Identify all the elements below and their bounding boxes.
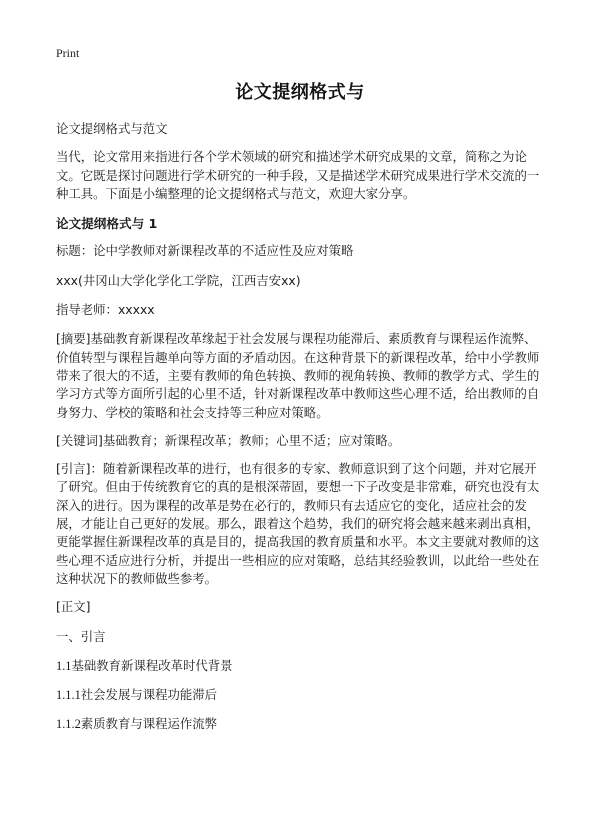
section-heading: 论文提纲格式与 1 [56,216,158,232]
outline-item: 1.1.2素质教育与课程运作流弊 [56,717,218,732]
chapter-heading: 一、引言 [56,628,106,644]
outline-item: 1.1基础教育新课程改革时代背景 [56,658,233,673]
author-line: xxx(井冈山大学化学化工学院，江西吉安xx) [56,272,301,288]
keywords-paragraph: [关键词]基础教育；新课程改革；教师；心里不适；应对策略。 [56,432,401,448]
page-title: 论文提纲格式与 [235,82,365,103]
outline-item: 1.1.1社会发展与课程功能滞后 [56,688,218,703]
body-marker: [正文] [56,599,91,615]
article-subtitle: 论文提纲格式与范文 [56,121,168,136]
article-body [56,120,548,745]
advisor-line: 指导老师：xxxxx [56,302,155,318]
intro-paragraph: 当代，论文常用来指进行各个学术领域的研究和描述学术研究成果的文章，简称之为论文。它既是探讨问题进行学术研究的一种手段，又是描述学术研究成果进行学术交流的一种工具。下面是小编整理的论文提纲格式与范文，欢迎大家分享。 [56,149,540,201]
abstract-paragraph: [摘要]基础教育新课程改革缘起于社会发展与课程功能滞后、素质教育与课程运作流弊、价值转型与课程旨趣单向等方面的矛盾动因。在这种背景下的新课程改革，给中小学教师带来了很大的不适，主要有教师的角色转换、教师的视角转换、教师的教学方式、学生的学习方式等方面所引起的心里不适，针对新课程改革中教师这些心理不适，给出教师的自身努力、学校的策略和社会支持等三种应对策略。 [56,331,540,420]
paper-title-line: 标题：论中学教师对新课程改革的不适应性及应对策略 [56,243,354,259]
preface-paragraph: [引言]：随着新课程改革的进行，也有很多的专家、教师意识到了这个问题，并对它展开了研究。但由于传统教育它的真的是根深蒂固，要想一下子改变是非常难，研究也没有太深入的进行。因为课程的改革是势在必行的，教师只有去适应它的变化，适应社会的发展，才能让自己更好的发展。那么，跟着这个趋势，我们的研究将会越来越来剥出真相，更能掌握住新课程改革的真是目的，提高我国的教育质量和水平。本文主要就对教师的这些心理不适应进行分析，并提出一些相应的应对策略，总结其经验教训，以此给一些处在这种状况下的教师做些参考。 [56,461,540,586]
print-link[interactable]: Print [56,46,80,60]
